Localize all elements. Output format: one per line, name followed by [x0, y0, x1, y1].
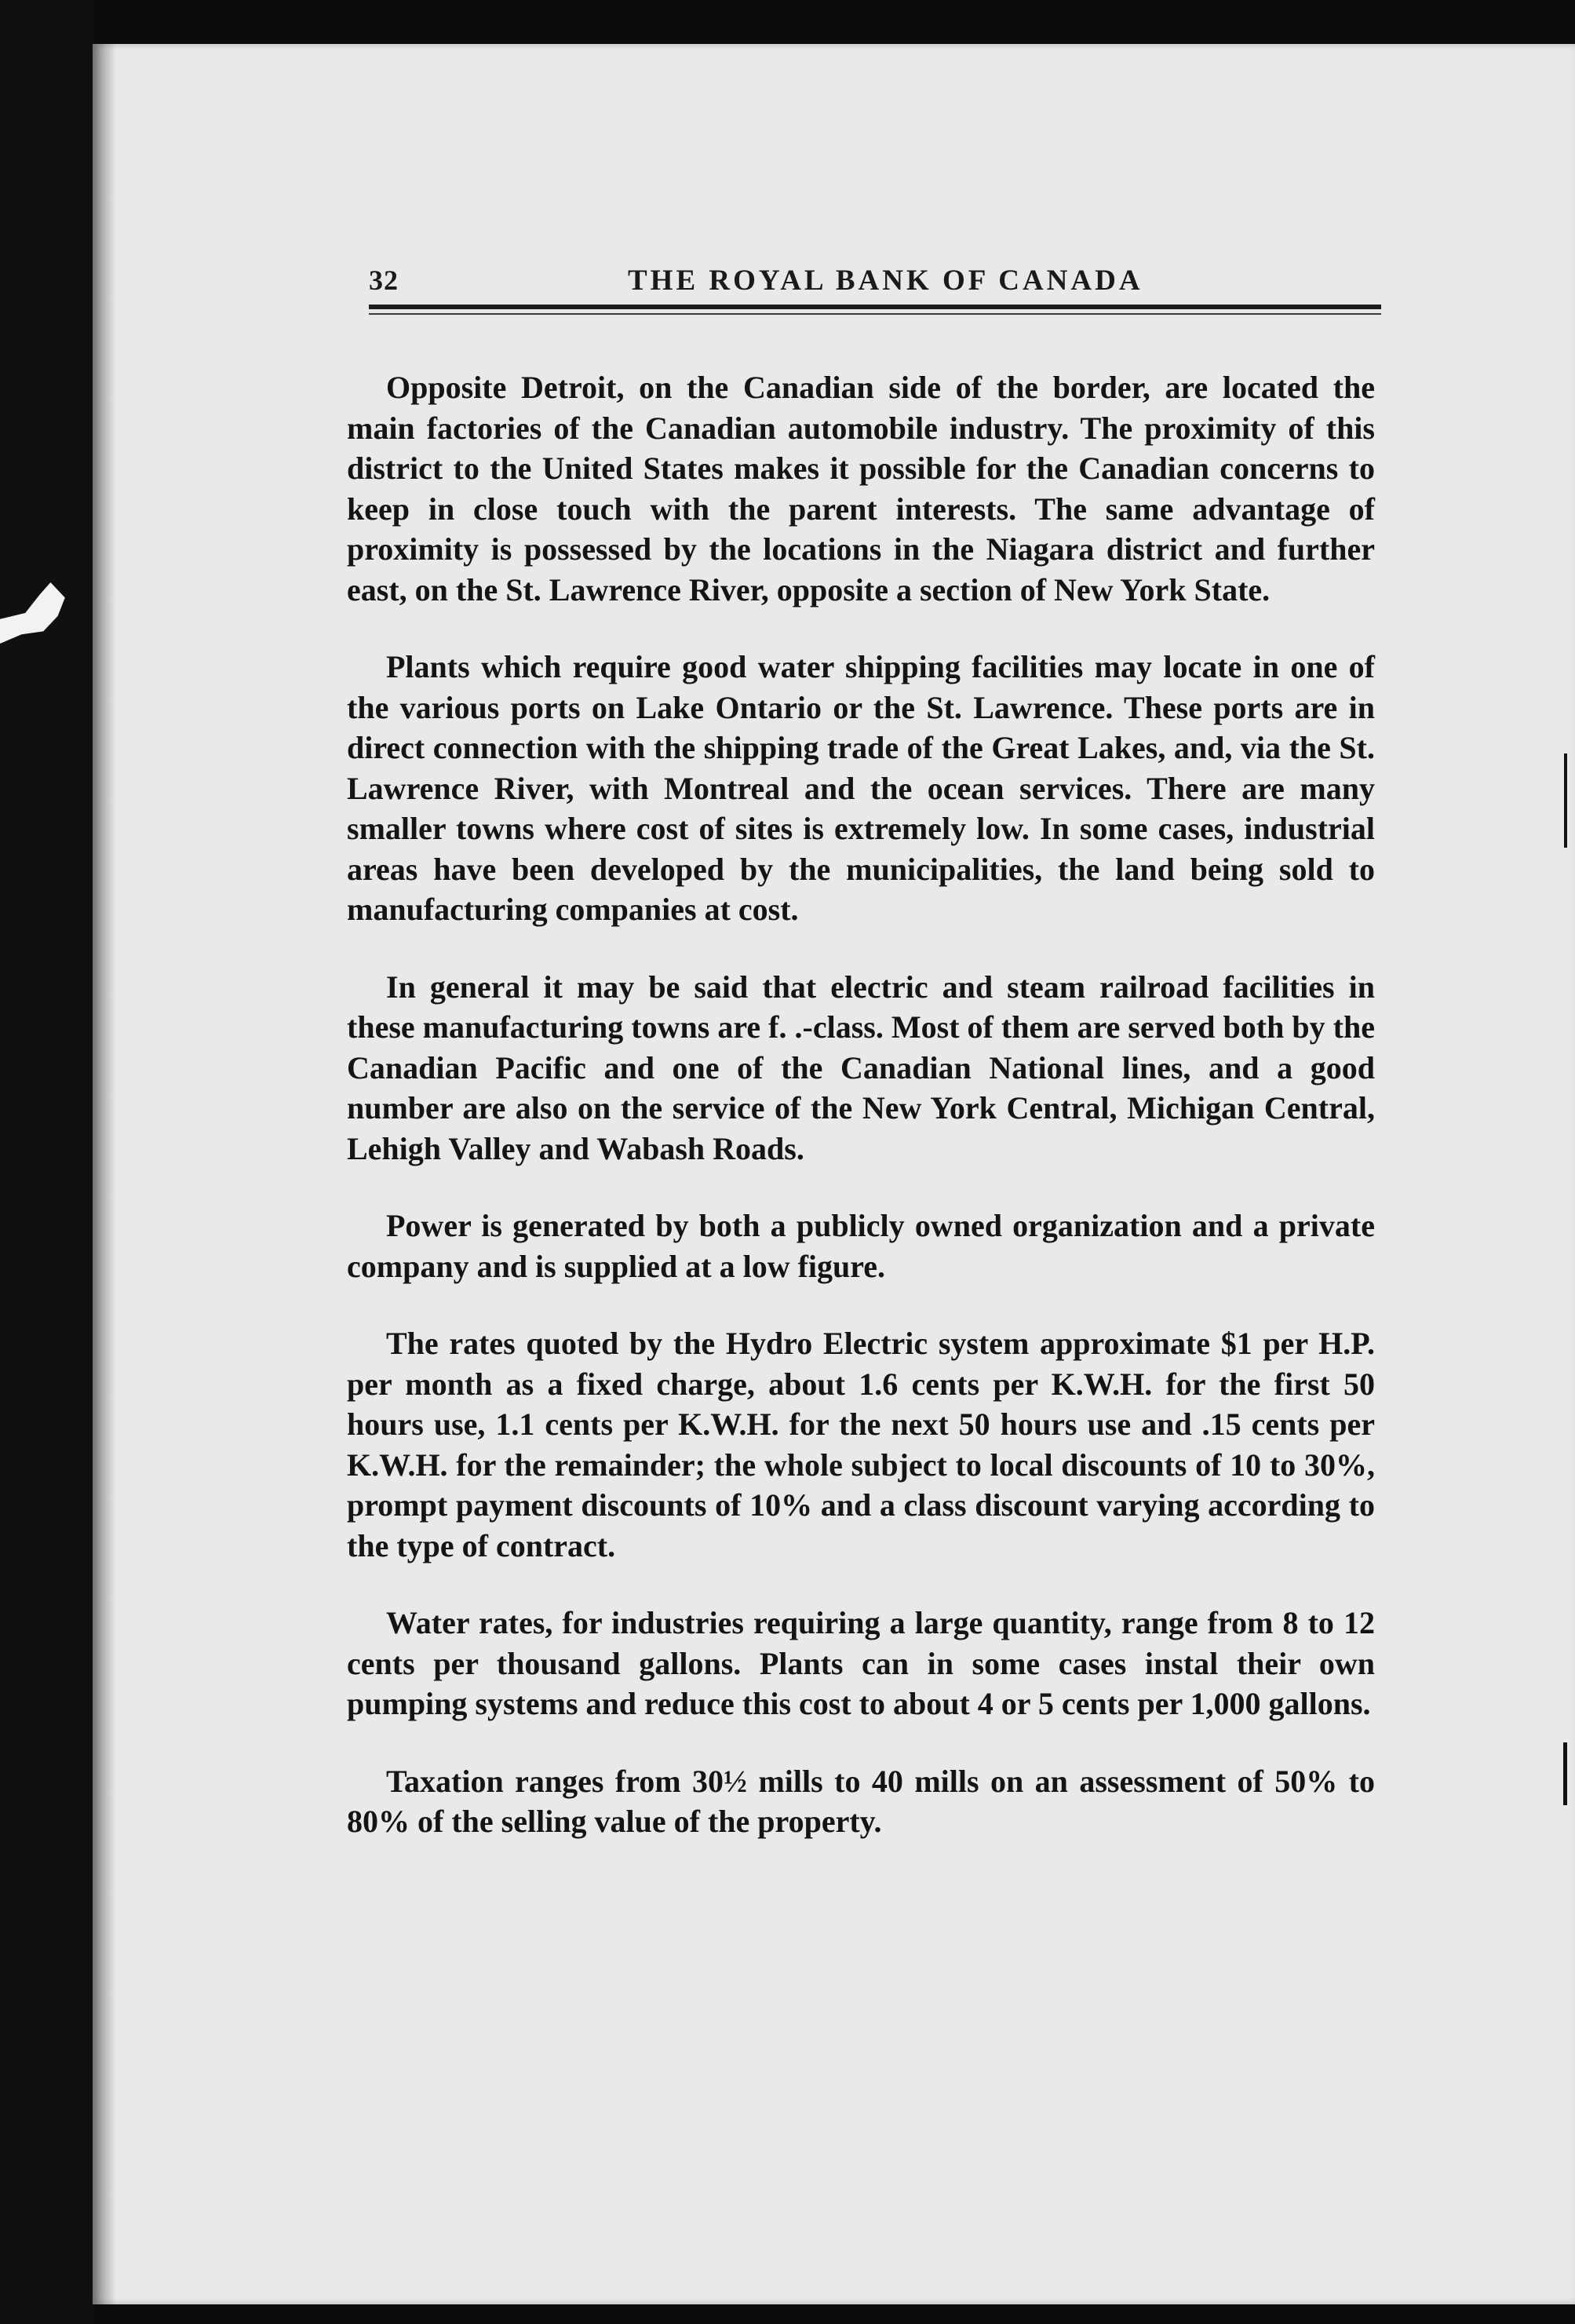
paragraph: Plants which require good water shipping facilities may locate in one of the various ports on Lake Ontario or the St. Lawrence. These ports are in direct connection with the shipping trade of the Great Lakes, and, via the St. Lawrence River, with Montreal and the ocean services. There are many smaller towns where cost of sites is extremely low. In some cases, industrial areas have been developed by the municipalities, the land being sold to manufacturing companies at cost. — [347, 649, 1375, 927]
paragraph: Taxation ranges from 30½ mills to 40 mills on an assessment of 50% to 80% of the selling value of the property. — [347, 1763, 1375, 1839]
page-number: 32 — [369, 265, 399, 296]
paragraph: Water rates, for industries requiring a large quantity, range from 8 to 12 cents per thousand gallons. Plants can in some cases instal their own pumping systems and reduce this cost to about 4 or 5 cents per 1,000 gallons. — [347, 1605, 1375, 1721]
header-rule-thin — [369, 313, 1381, 315]
page-header-title: THE ROYAL BANK OF CANADA — [628, 265, 1143, 297]
scan-artifact — [1563, 1742, 1567, 1805]
paragraph: Power is generated by both a publicly owned organization and a private company and is supplied at a low figure. — [347, 1208, 1375, 1284]
paragraph: Opposite Detroit, on the Canadian side of the border, are located the main factories of the Canadian automobile industry. The proximity of this district to the United States makes it possible for the Canadian concerns to keep in close touch with the parent interests. The same advantage of proximity is possessed by the locations in the Niagara district and further east, on the St. Lawrence River, opposite a section of New York State. — [347, 370, 1375, 607]
running-head — [369, 259, 1381, 306]
header-rule — [369, 305, 1381, 309]
scan-artifact — [1564, 753, 1567, 848]
body-text — [347, 367, 1375, 1879]
paragraph: The rates quoted by the Hydro Electric system approximate $1 per H.P. per month as a fixed charge, about 1.6 cents per K.W.H. for the first 50 hours use, 1.1 cents per K.W.H. for the next 50 hours use and .15 cents per K.W.H. for the remainder; the whole subject to local discounts of 10 to 30%, prompt payment discounts of 10% and a class discount varying according to the type of contract. — [347, 1326, 1375, 1563]
paragraph: In general it may be said that electric and steam railroad facilities in these manufacturing towns are f. .-class. Most of them are served both by the Canadian Pacific and one of the Canadian National lines, and a good number are also on the service of the New York Central, Michigan Central, Lehigh Valley and Wabash Roads. — [347, 969, 1375, 1166]
binding-shadow — [93, 44, 116, 2304]
scan-background-left — [0, 0, 94, 2324]
